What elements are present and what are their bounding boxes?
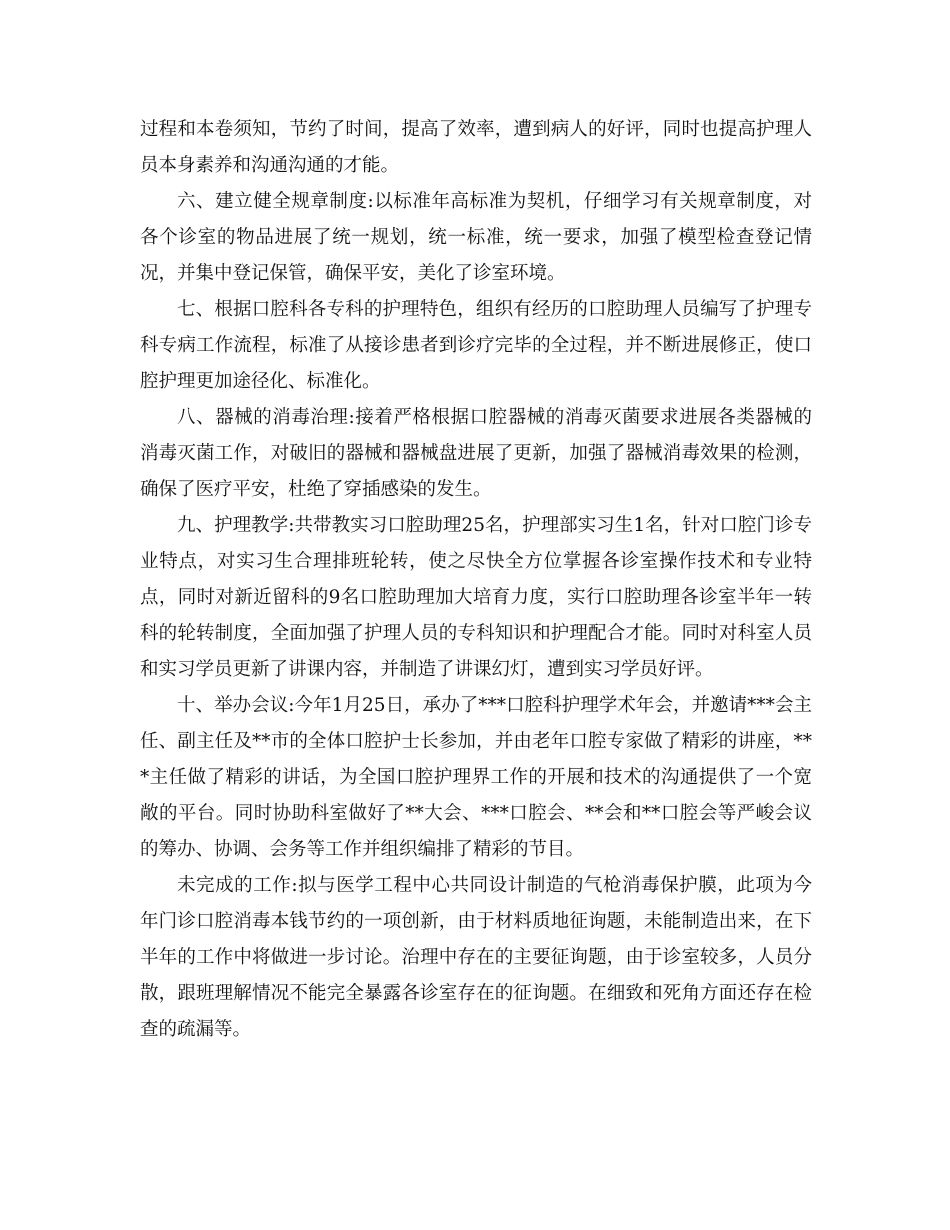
paragraph-unfinished-work: 未完成的工作:拟与医学工程中心共同设计制造的气枪消毒保护膜，此项为今年门诊口腔消毒本钱节约的一项创新，由于材料质地征询题，未能制造出来，在下半年的工作中将做进一步讨论。治理中存在的主要征询题，由于诊室较多，人员分散，跟班理解情况不能完全暴露各诊室存在的征询题。在细致和死角方面还存在检查的疏漏等。 <box>140 875 812 1040</box>
document-body <box>140 112 812 1048</box>
paragraph-rules-and-regulations: 六、建立健全规章制度:以标准年高标准为契机，仔细学习有关规章制度，对各个诊室的物品进展了统一规划，统一标准，统一要求，加强了模型检查登记情况，并集中登记保管，确保平安，美化了诊室环境。 <box>140 191 812 284</box>
paragraph-specialty-workflow: 七、根据口腔科各专科的护理特色，组织有经历的口腔助理人员编写了护理专科专病工作流程，标准了从接诊患者到诊疗完毕的全过程，并不断进展修正，使口腔护理更加途径化、标准化。 <box>140 299 812 392</box>
paragraph-nursing-teaching: 九、护理教学:共带教实习口腔助理25名，护理部实习生1名，针对口腔门诊专业特点，对实习生合理排班轮转，使之尽快全方位掌握各诊室操作技术和专业特点，同时对新近留科的9名口腔助理加大培育力度，实行口腔助理各诊室半年一转科的轮转制度，全面加强了护理人员的专科知识和护理配合才能。同时对科室人员和实习学员更新了讲课内容，并制造了讲课幻灯，遭到实习学员好评。 <box>140 515 812 680</box>
paragraph-conference: 十、举办会议:今年1月25日，承办了***口腔科护理学术年会，并邀请***会主任、副主任及**市的全体口腔护士长参加，并由老年口腔专家做了精彩的讲座，***主任做了精彩的讲话，为全国口腔护理界工作的开展和技术的沟通提供了一个宽敞的平台。同时协助科室做好了**大会、***口腔会、**会和**口腔会等严峻会议的筹办、协调、会务等工作并组织编排了精彩的节目。 <box>140 695 812 860</box>
paragraph-instrument-disinfection: 八、器械的消毒治理:接着严格根据口腔器械的消毒灭菌要求进展各类器械的消毒灭菌工作，对破旧的器械和器械盘进展了更新，加强了器械消毒效果的检测，确保了医疗平安，杜绝了穿插感染的发生。 <box>140 407 812 500</box>
paragraph-continuation: 过程和本卷须知，节约了时间，提高了效率，遭到病人的好评，同时也提高护理人员本身素养和沟通沟通的才能。 <box>140 119 812 176</box>
